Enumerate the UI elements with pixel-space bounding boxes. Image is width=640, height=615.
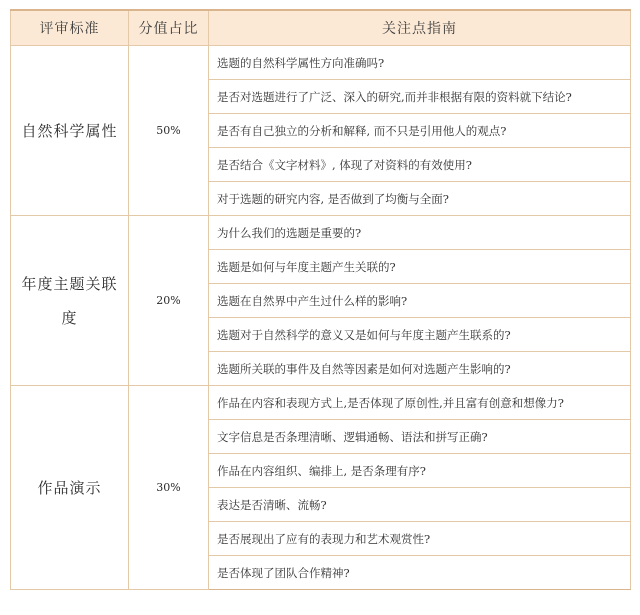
- weight-cell: 50%: [129, 46, 209, 216]
- question-cell: 选题所关联的事件及自然等因素是如何对选题产生影响的?: [209, 352, 631, 386]
- question-cell: 选题是如何与年度主题产生关联的?: [209, 250, 631, 284]
- weight-cell: 30%: [129, 386, 209, 590]
- question-cell: 文字信息是否条理清晰、逻辑通畅、语法和拼写正确?: [209, 420, 631, 454]
- header-criterion: 评审标准: [11, 10, 129, 46]
- question-cell: 作品在内容组织、编排上, 是否条理有序?: [209, 454, 631, 488]
- criterion-cell: 作品演示: [11, 386, 129, 590]
- question-cell: 表达是否清晰、流畅?: [209, 488, 631, 522]
- question-cell: 作品在内容和表现方式上,是否体现了原创性,并且富有创意和想像力?: [209, 386, 631, 420]
- header-weight: 分值占比: [129, 10, 209, 46]
- question-cell: 是否有自己独立的分析和解释, 而不只是引用他人的观点?: [209, 114, 631, 148]
- header-row: [11, 10, 631, 46]
- rubric-table: [10, 9, 631, 590]
- criterion-cell: 自然科学属性: [11, 46, 129, 216]
- question-cell: 选题对于自然科学的意义又是如何与年度主题产生联系的?: [209, 318, 631, 352]
- question-cell: 是否对选题进行了广泛、深入的研究,而并非根据有限的资料就下结论?: [209, 80, 631, 114]
- question-cell: 选题在自然界中产生过什么样的影响?: [209, 284, 631, 318]
- question-cell: 对于选题的研究内容, 是否做到了均衡与全面?: [209, 182, 631, 216]
- question-cell: 是否结合《文字材料》, 体现了对资料的有效使用?: [209, 148, 631, 182]
- question-cell: 是否展现出了应有的表现力和艺术观赏性?: [209, 522, 631, 556]
- criterion-cell: 年度主题关联度: [11, 216, 129, 386]
- table-row: [11, 386, 631, 420]
- table-row: [11, 216, 631, 250]
- question-cell: 为什么我们的选题是重要的?: [209, 216, 631, 250]
- header-guide: 关注点指南: [209, 10, 631, 46]
- question-cell: 是否体现了团队合作精神?: [209, 556, 631, 590]
- question-cell: 选题的自然科学属性方向准确吗?: [209, 46, 631, 80]
- weight-cell: 20%: [129, 216, 209, 386]
- table-row: [11, 46, 631, 80]
